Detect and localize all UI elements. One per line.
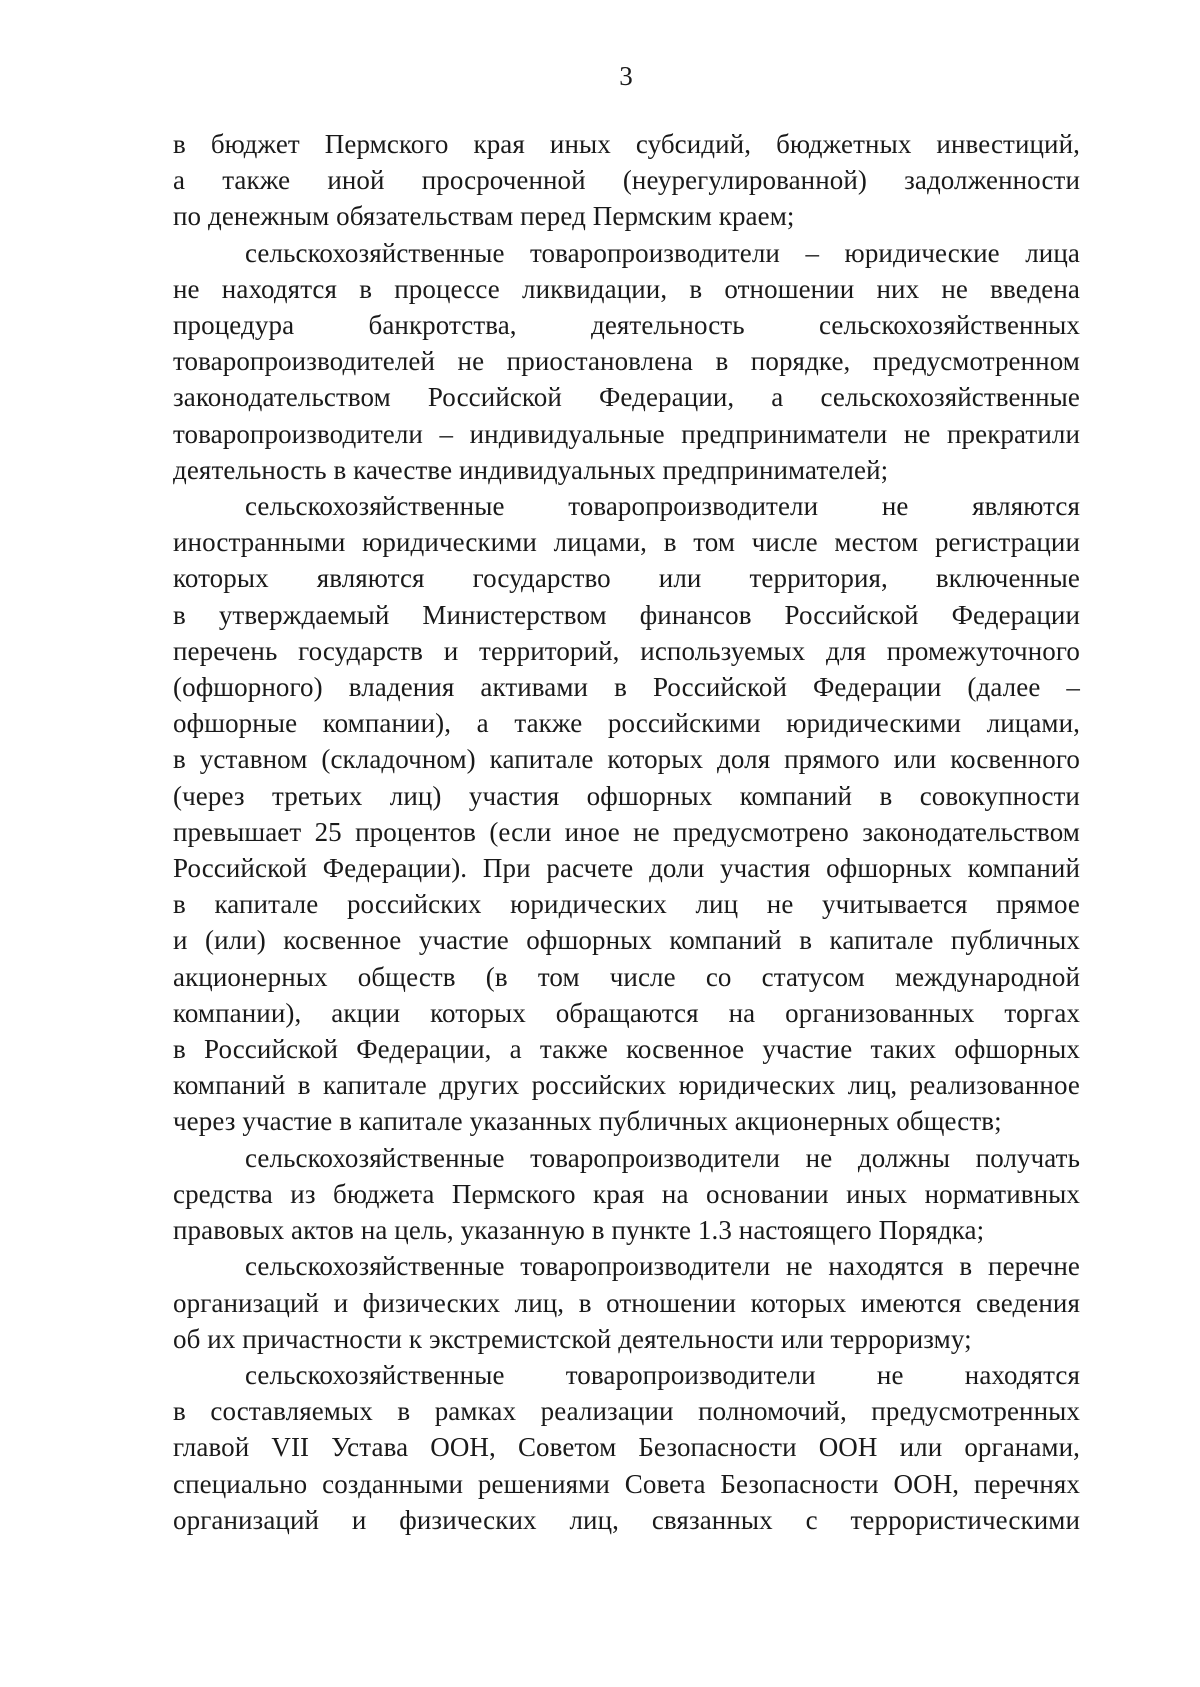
text-line: а также иной просроченной (неурегулированной) задолженности — [173, 165, 1080, 196]
text-line: деятельность в качестве индивидуальных предпринимателей; — [173, 454, 889, 485]
text-line: средства из бюджета Пермского края на основании иных нормативных — [173, 1178, 1080, 1209]
paragraph — [173, 1248, 1080, 1357]
text-line: по денежным обязательствам перед Пермским краем; — [173, 201, 795, 232]
text-line: в Российской Федерации, а также косвенное участие таких офшорных — [173, 1034, 1080, 1065]
text-line: организаций и физических лиц, связанных с террористическими — [173, 1504, 1080, 1535]
text-line: в составляемых в рамках реализации полномочий, предусмотренных — [173, 1396, 1080, 1427]
paragraph — [173, 1140, 1080, 1249]
text-line: правовых актов на цель, указанную в пункте 1.3 настоящего Порядка; — [173, 1215, 985, 1246]
document-body — [173, 126, 1080, 1538]
paragraph — [173, 1357, 1080, 1538]
text-line: организаций и физических лиц, в отношении которых имеются сведения — [173, 1287, 1080, 1318]
text-line: сельскохозяйственные товаропроизводители не должны получать — [245, 1142, 1080, 1173]
text-line: специально созданными решениями Совета Безопасности ООН, перечнях — [173, 1468, 1080, 1499]
text-line: офшорные компании), а также российскими юридическими лицами, — [173, 708, 1080, 739]
text-line: в утверждаемый Министерством финансов Российской Федерации — [173, 599, 1080, 630]
text-line: компаний в капитале других российских юридических лиц, реализованное — [173, 1070, 1080, 1101]
text-line: товаропроизводители – индивидуальные предприниматели не прекратили — [173, 418, 1080, 449]
paragraph — [173, 126, 1080, 235]
text-line: которых являются государство или территория, включенные — [173, 563, 1080, 594]
text-line: сельскохозяйственные товаропроизводители – юридические лица — [245, 237, 1080, 268]
text-line: (офшорного) владения активами в Российской Федерации (далее – — [173, 672, 1080, 703]
text-line: (через третьих лиц) участия офшорных компаний в совокупности — [173, 780, 1080, 811]
text-line: превышает 25 процентов (если иное не предусмотрено законодательством — [173, 816, 1080, 847]
text-line: компании), акции которых обращаются на организованных торгах — [173, 997, 1080, 1028]
text-line: сельскохозяйственные товаропроизводители не являются — [245, 491, 1080, 522]
page-number: 3 — [619, 61, 633, 91]
text-line: главой VII Устава ООН, Советом Безопасности ООН или органами, — [173, 1432, 1080, 1463]
text-line: через участие в капитале указанных публичных акционерных обществ; — [173, 1106, 1002, 1137]
text-line: товаропроизводителей не приостановлена в порядке, предусмотренном — [173, 346, 1080, 377]
text-line: законодательством Российской Федерации, а сельскохозяйственные — [173, 382, 1080, 413]
paragraph — [173, 235, 1080, 488]
text-line: в капитале российских юридических лиц не учитывается прямое — [173, 889, 1080, 920]
text-line: об их причастности к экстремистской деятельности или терроризму; — [173, 1323, 972, 1354]
text-line: в уставном (складочном) капитале которых доля прямого или косвенного — [173, 744, 1080, 775]
text-line: сельскохозяйственные товаропроизводители не находятся — [245, 1359, 1080, 1390]
text-line: Российской Федерации). При расчете доли участия офшорных компаний — [173, 853, 1080, 884]
text-line: процедура банкротства, деятельность сельскохозяйственных — [173, 310, 1080, 341]
text-line: перечень государств и территорий, используемых для промежуточного — [173, 635, 1080, 666]
text-line: акционерных обществ (в том числе со статусом международной — [173, 961, 1080, 992]
text-line: в бюджет Пермского края иных субсидий, бюджетных инвестиций, — [173, 129, 1080, 159]
text-line: иностранными юридическими лицами, в том числе местом регистрации — [173, 527, 1080, 558]
text-line: не находятся в процессе ликвидации, в отношении них не введена — [173, 273, 1080, 304]
text-line: сельскохозяйственные товаропроизводители не находятся в перечне — [245, 1251, 1080, 1282]
paragraph — [173, 488, 1080, 1140]
text-line: и (или) косвенное участие офшорных компаний в капитале публичных — [173, 925, 1080, 956]
